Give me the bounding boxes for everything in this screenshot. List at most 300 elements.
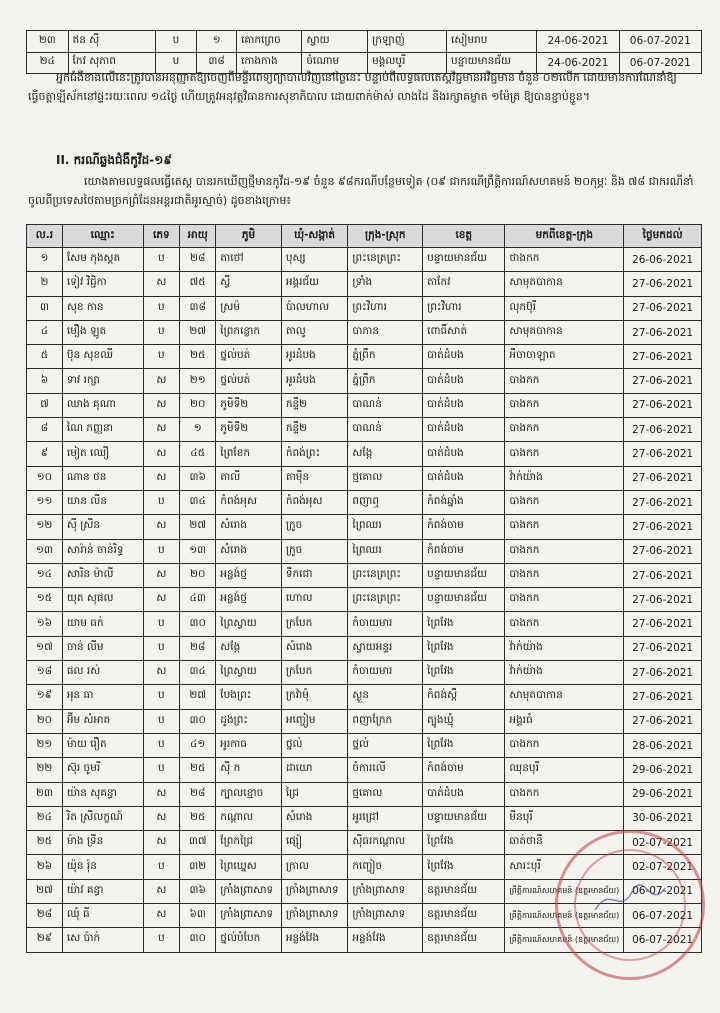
cell-district: ព្រះនេត្រព្រះ	[348, 248, 423, 272]
cell-district: ចំការលើ	[348, 758, 423, 782]
cell-date: 27-06-2021	[624, 588, 702, 612]
cell-province: កំពង់ឆ្នាំង	[423, 490, 505, 514]
cell-village: ព្រៃស្វាយ	[216, 612, 282, 636]
cell-name: ប៊ុន សុខឈី	[62, 345, 143, 369]
cell-village: សង្កែ	[216, 636, 282, 660]
table-row	[27, 442, 702, 466]
cell-village: ក្បាលខ្មោច	[216, 782, 282, 806]
cell-district: ថ្នល់	[348, 733, 423, 757]
table-row	[27, 515, 702, 539]
cell-age: ២១	[180, 369, 216, 393]
cell-sex: ស	[143, 831, 180, 855]
cell-district: បាណន់	[348, 393, 423, 417]
cell-sex: ស	[143, 588, 180, 612]
cell-commune: កំពង់ព្រះ	[281, 442, 348, 466]
cell-no: ១២	[27, 515, 63, 539]
cell-no: ១	[27, 248, 63, 272]
cell-province: តាកែវ	[423, 272, 505, 296]
cell-age: ៣៦	[180, 466, 216, 490]
cell-district: ថ្មគោល	[348, 466, 423, 490]
cell-age: ៤១	[180, 733, 216, 757]
cell-name: ស៊ី ស្រីន	[62, 515, 143, 539]
cell-district: ព្រៃឈរ	[348, 515, 423, 539]
cell-district: សង្កែ	[348, 442, 423, 466]
cell-village: តាថៅ	[216, 248, 282, 272]
cell-date: 28-06-2021	[624, 733, 702, 757]
cell-from: ព្រឹត្តិការណ៍សហគមន៍ (ឧត្តរមានជ័យ)	[505, 928, 624, 952]
cell-village: ភូមិទី២	[216, 418, 282, 442]
cell-age: ៤៣	[180, 588, 216, 612]
cell-age: ៦៣	[180, 904, 216, 928]
cell-district: ក្រាំងព្រាសាទ	[348, 879, 423, 903]
cell-village: ថ្នល់បត់	[216, 345, 282, 369]
cell-commune: តាលូ	[281, 320, 348, 344]
cell-from: ឆាត់ថានី	[505, 831, 624, 855]
cell-commune: ក្រាល	[281, 855, 348, 879]
table-row	[27, 661, 702, 685]
cell-sex: ប	[143, 928, 180, 952]
cell-age: ២៥	[180, 345, 216, 369]
cell-village: កោងកាង	[237, 52, 302, 74]
cell-name: សារ៉ាន់ ចាន់រិទ្ធ	[62, 539, 143, 563]
col-age: អាយុ	[180, 225, 216, 248]
col-from: មកពីខេត្ត-ក្រុង	[505, 225, 624, 248]
cell-sex: ប	[143, 636, 180, 660]
cell-date: 27-06-2021	[624, 296, 702, 320]
cell-province: បន្ទាយមានជ័យ	[423, 248, 505, 272]
cell-sex: ស	[143, 879, 180, 903]
cell-district: ថ្មគោល	[348, 782, 423, 806]
table-row	[27, 733, 702, 757]
cell-date: 27-06-2021	[624, 345, 702, 369]
cell-age: ៣៨	[197, 52, 237, 74]
cell-district: កំចាយមារ	[348, 661, 423, 685]
cell-district: មង្គលបូរី	[368, 52, 447, 74]
cell-age: ៣០	[180, 612, 216, 636]
cell-name: ស៊ុរ ចូមរី	[62, 758, 143, 782]
table-row	[27, 466, 702, 490]
cell-date: 02-07-2021	[624, 855, 702, 879]
cell-sex: ស	[143, 806, 180, 830]
cell-commune: ហោល	[281, 588, 348, 612]
cell-sex: ប	[143, 490, 180, 514]
cell-sex: ស	[143, 369, 180, 393]
cell-no: ២៤	[27, 806, 63, 830]
col-sex: ភេទ	[143, 225, 180, 248]
cell-sex: ប	[143, 685, 180, 709]
col-no: ល.រ	[27, 225, 63, 248]
table-row	[27, 345, 702, 369]
cell-from: ព្រឹត្តិការណ៍សហគមន៍ (ឧត្តរមានជ័យ)	[505, 904, 624, 928]
cell-district: កញ្ជៀច	[348, 855, 423, 879]
cell-commune: ក្រូច	[281, 515, 348, 539]
cell-village: ព្រៃខែក	[216, 442, 282, 466]
cell-province: បាត់ដំបង	[423, 442, 505, 466]
cell-no: ១១	[27, 490, 63, 514]
cell-district: ស្ងួន	[348, 685, 423, 709]
cell-date: 27-06-2021	[624, 369, 702, 393]
cell-province: កំពង់ស្ពឺ	[423, 685, 505, 709]
cell-date: 27-06-2021	[624, 661, 702, 685]
cell-name: យាន លីន	[62, 490, 143, 514]
cell-from: បាងកក	[505, 490, 624, 514]
cell-sex: ស	[143, 904, 180, 928]
cell-from: បាងកក	[505, 515, 624, 539]
cell-village: បែងព្រះ	[216, 685, 282, 709]
cell-district: ពញាក្រែក	[348, 709, 423, 733]
cell-no: ២៥	[27, 831, 63, 855]
cell-date: 27-06-2021	[624, 612, 702, 636]
cell-no: ៣	[27, 296, 63, 320]
cell-sex: ប	[143, 709, 180, 733]
cell-province: បាត់ដំបង	[423, 782, 505, 806]
cell-age: ៤៥	[180, 442, 216, 466]
cell-name: ឥន ស៊ី	[68, 31, 155, 53]
cell-village: គោកព្រេច	[237, 31, 302, 53]
cell-province: ត្បូងឃ្មុំ	[423, 709, 505, 733]
cell-no: ៦	[27, 369, 63, 393]
cell-commune: សំរោង	[281, 636, 348, 660]
cell-province: បាត់ដំបង	[423, 345, 505, 369]
cell-from: អឺចាចាឡាត	[505, 345, 624, 369]
cell-age: ២៥	[180, 758, 216, 782]
cell-village: ព្រៃឃ្នេស	[216, 855, 282, 879]
table-row	[27, 782, 702, 806]
cell-province: កំពង់ចាម	[423, 539, 505, 563]
cell-date2: 06-07-2021	[619, 31, 701, 53]
col-commune: ឃុំ-សង្កាត់	[281, 225, 348, 248]
cell-no: ៧	[27, 393, 63, 417]
cell-commune: អញ្ចៀម	[281, 709, 348, 733]
cell-sex: ស	[143, 442, 180, 466]
cell-age: ៣៤	[180, 661, 216, 685]
cell-no: ៩	[27, 442, 63, 466]
cell-from: បាងកក	[505, 733, 624, 757]
cell-commune: ក្រាំងព្រាសាទ	[281, 879, 348, 903]
cell-name: សែម កុងស្គត	[62, 248, 143, 272]
cell-village: តាលី	[216, 466, 282, 490]
cell-from: បាងកក	[505, 369, 624, 393]
table-row	[27, 563, 702, 587]
cell-age: ៣០	[180, 709, 216, 733]
cell-date: 27-06-2021	[624, 490, 702, 514]
cell-commune: បុស្ស	[281, 248, 348, 272]
cell-village: កំពង់អុស	[216, 490, 282, 514]
cell-sex: ប	[143, 248, 180, 272]
cell-age: ៣៧	[180, 831, 216, 855]
cell-from: ថាងកក	[505, 248, 624, 272]
cell-no: ២៣	[27, 782, 63, 806]
cell-province: ឧត្តរមានជ័យ	[423, 928, 505, 952]
cell-no: ១៣	[27, 539, 63, 563]
cell-village: ក្រាំងព្រាសាទ	[216, 879, 282, 903]
cell-from: បាងកក	[505, 539, 624, 563]
cell-village: ថ្នល់បំបែក	[216, 928, 282, 952]
cell-province: ព្រៃវែង	[423, 636, 505, 660]
cell-commune: កំពង់អុស	[281, 490, 348, 514]
cell-date: 26-06-2021	[624, 248, 702, 272]
cell-province: ឧត្តរមានជ័យ	[423, 904, 505, 928]
cell-age: ២០	[180, 393, 216, 417]
table-header-row	[27, 225, 702, 248]
cell-date: 27-06-2021	[624, 466, 702, 490]
cell-date: 02-07-2021	[624, 831, 702, 855]
cell-no: ២៦	[27, 855, 63, 879]
cell-commune: អូរដំបង	[281, 369, 348, 393]
cell-commune: ដាយោ	[281, 758, 348, 782]
cell-age: ១៣	[180, 539, 216, 563]
cell-age: ២៨	[180, 782, 216, 806]
cell-age: ១	[180, 418, 216, 442]
cell-province: បន្ទាយមានជ័យ	[447, 52, 537, 74]
cell-commune: ទឹកជោ	[281, 563, 348, 587]
cell-commune: តាម៉ឺន	[281, 466, 348, 490]
cell-sex: ប	[143, 758, 180, 782]
cell-date: 27-06-2021	[624, 418, 702, 442]
cell-sex: ស	[143, 515, 180, 539]
cell-date: 27-06-2021	[624, 320, 702, 344]
cell-date: 27-06-2021	[624, 272, 702, 296]
cell-village: ព្រៃកន្លោក	[216, 320, 282, 344]
cell-village: ភូមិទី២	[216, 393, 282, 417]
cell-village: សំរោង	[216, 515, 282, 539]
cell-from: សាមុតបាកាន	[505, 685, 624, 709]
cell-no: ១៤	[27, 563, 63, 587]
cell-from: បាងកក	[505, 563, 624, 587]
cell-from: លុកប៊ុរី	[505, 296, 624, 320]
cell-province: បន្ទាយមានជ័យ	[423, 806, 505, 830]
cell-from: សាមុតបាកាន	[505, 320, 624, 344]
cell-district: ព្រៃឈរ	[348, 539, 423, 563]
cell-province: បាត់ដំបង	[423, 466, 505, 490]
table-row	[27, 685, 702, 709]
cell-sex: ប	[143, 345, 180, 369]
cell-sex: ប	[143, 296, 180, 320]
table-row	[27, 490, 702, 514]
cell-commune: ក្រាំងព្រាសាទ	[281, 904, 348, 928]
cell-district: បាកាន	[348, 320, 423, 344]
cell-no: ១០	[27, 466, 63, 490]
cell-date: 27-06-2021	[624, 515, 702, 539]
cell-age: ២៧	[180, 320, 216, 344]
cell-age: ២៨	[180, 636, 216, 660]
cell-name: យុត សុផល	[62, 588, 143, 612]
table-row	[27, 758, 702, 782]
cell-date: 06-07-2021	[624, 904, 702, 928]
cell-province: ព្រៃវែង	[423, 733, 505, 757]
table-row	[27, 588, 702, 612]
table-row	[27, 393, 702, 417]
cell-name: យ៉ាវ គន្ធា	[62, 879, 143, 903]
cell-district: ក្រឡាញ់	[368, 31, 447, 53]
cell-no: ២៧	[27, 879, 63, 903]
cell-sex: ប	[155, 52, 196, 74]
cell-from: អង្គរធំ	[505, 709, 624, 733]
cell-village: ព្រៃស្វាយ	[216, 661, 282, 685]
col-district: ក្រុង-ស្រុក	[348, 225, 423, 248]
cell-province: បាត់ដំបង	[423, 393, 505, 417]
cell-province: បន្ទាយមានជ័យ	[423, 563, 505, 587]
cell-sex: ស	[143, 393, 180, 417]
cell-district: ស៊ីធរកណ្ដាល	[348, 831, 423, 855]
cell-commune: អន្លង់វែង	[281, 928, 348, 952]
cell-date: 27-06-2021	[624, 709, 702, 733]
table-row	[27, 31, 702, 53]
cell-sex: ស	[143, 418, 180, 442]
cell-from: សារះបុរី	[505, 855, 624, 879]
discharge-paragraph: អ្នកជំងឺខាងលើនេះត្រូវបានអនុញ្ញាតឱ្យចេញពីមន្ទីរពេទ្យព្យាបាលវិញនៅថ្ងៃនេះ បន្ទាប់ពីលទ្ធផលតេស្តវិជ្ជមានអវិជ្ជមាន ចំនួន ០២លើក ដោយមានការណែនាំឱ្យធ្វើចត្តាឡីស័កនៅផ្ទះរយៈពេល ១៤ថ្ងៃ ហើយត្រូវអនុវត្តវិធានការសុខាភិបាល ដោយពាក់ម៉ាស់ លាងដៃ និងរក្សាគម្លាត ១ម៉ែត្រ ឱ្យបានខ្ជាប់ខ្ជួន។	[28, 71, 677, 103]
cell-age: ២៧	[180, 515, 216, 539]
table-row	[27, 612, 702, 636]
cell-village: អន្លង់ថ្ម	[216, 588, 282, 612]
cell-date: 27-06-2021	[624, 442, 702, 466]
cell-age: ២៧	[180, 685, 216, 709]
cell-from: មីនបុរី	[505, 806, 624, 830]
cell-province: ព្រះវិហារ	[423, 296, 505, 320]
cell-age: ៣៨	[180, 296, 216, 320]
cell-age: ៣០	[180, 928, 216, 952]
cell-village: ព្រែកជ្រៃ	[216, 831, 282, 855]
cell-name: ម៉ាយ រឿត	[62, 733, 143, 757]
cell-district: ស្វាយអន្ទរ	[348, 636, 423, 660]
cell-sex: ប	[143, 733, 180, 757]
cell-age: ៣៦	[180, 879, 216, 903]
signature	[590, 880, 670, 920]
cell-no: ១៩	[27, 685, 63, 709]
cell-province: បាត់ដំបង	[423, 369, 505, 393]
cell-no: ១៨	[27, 661, 63, 685]
cell-date: 27-06-2021	[624, 636, 702, 660]
cell-district: កំចាយមារ	[348, 612, 423, 636]
cell-date: 27-06-2021	[624, 685, 702, 709]
cell-date: 27-06-2021	[624, 539, 702, 563]
cell-age: ២៥	[180, 806, 216, 830]
cell-commune: ផ្សៀ	[281, 831, 348, 855]
cell-from: វ៉ាក់យ៉ាង	[505, 466, 624, 490]
cell-no: ២៩	[27, 928, 63, 952]
section-heading: II. ករណីឆ្លងជំងឺកូវីដ-១៩	[56, 153, 172, 167]
cell-commune: អង្គរជ័យ	[281, 272, 348, 296]
cell-name: សេ ប៉ាក់	[62, 928, 143, 952]
cell-no: ១៥	[27, 588, 63, 612]
cell-from: បាងកក	[505, 442, 624, 466]
cell-village: សំរោង	[216, 539, 282, 563]
cell-from: សាមុតបាកាន	[505, 272, 624, 296]
table-row	[27, 369, 702, 393]
cell-commune: កន្ទឺ២	[281, 393, 348, 417]
cell-commune: កន្ទឺ២	[281, 418, 348, 442]
cell-from: បាងកក	[505, 418, 624, 442]
cell-from: វ៉ាក់យ៉ាង	[505, 661, 624, 685]
cell-no: ២៨	[27, 904, 63, 928]
cell-name: មៀត ឈឿ	[62, 442, 143, 466]
cell-name: មឿង ឡូត	[62, 320, 143, 344]
cell-age: ៣២	[180, 855, 216, 879]
cell-name: យាម ធក់	[62, 612, 143, 636]
table-row	[27, 418, 702, 442]
cell-district: បាណន់	[348, 418, 423, 442]
cell-name: សារិន ម៉ាលី	[62, 563, 143, 587]
cell-sex: ស	[143, 466, 180, 490]
cell-commune: ជ្រៃ	[281, 782, 348, 806]
cell-district: អន្លង់វែង	[348, 928, 423, 952]
cell-name: ឈាង គុណា	[62, 393, 143, 417]
cell-date1: 24-06-2021	[537, 52, 619, 74]
cell-name: ផល រស់	[62, 661, 143, 685]
cell-province: ព្រៃវែង	[423, 855, 505, 879]
cell-date: 29-06-2021	[624, 758, 702, 782]
cell-name: ណាន ថន	[62, 466, 143, 490]
table-row	[27, 539, 702, 563]
table-row	[27, 806, 702, 830]
cell-village: អន្លង់ថ្ម	[216, 563, 282, 587]
cell-from: ព្រឹត្តិការណ៍សហគមន៍ (ឧត្តរមានជ័យ)	[505, 879, 624, 903]
cell-province: ព្រៃវែង	[423, 831, 505, 855]
cell-village: កណ្ដាល	[216, 806, 282, 830]
new-cases-paragraph: យោងតាមលទ្ធផលធ្វើតេស្ត បានរកឃើញថ្មីមានកូវីដ-១៩ ចំនួន ៩៨ករណីបន្ថែមទៀត (០៩ ជាករណីព្រឹត្តិការណ៍សហគមន៍ ២០កុម្ភៈ និង ៧៨ ជាករណីនាំចូលពីប្រទេសថៃតាមច្រកព្រំដែនអន្តរជាតិអូរស្មាច់) ដូចខាងក្រោម៖	[28, 175, 694, 207]
cell-date: 27-06-2021	[624, 563, 702, 587]
table-row	[27, 709, 702, 733]
cell-name: ឈុំ ធី	[62, 904, 143, 928]
cell-date: 30-06-2021	[624, 806, 702, 830]
cell-commune: ប៉ាលហាល	[281, 296, 348, 320]
cell-age: ២០	[180, 563, 216, 587]
cell-sex: ប	[143, 612, 180, 636]
cell-district: ព្រះនេត្រព្រះ	[348, 563, 423, 587]
cell-no: ២៤	[27, 52, 69, 74]
cell-age: ១	[197, 31, 237, 53]
cell-no: ៥	[27, 345, 63, 369]
cell-village: ក្រាំងព្រាសាទ	[216, 904, 282, 928]
cell-no: ១៦	[27, 612, 63, 636]
cell-no: ១៧	[27, 636, 63, 660]
cell-name: យ៉ុន រ៉ុន	[62, 855, 143, 879]
col-village: ភូមិ	[216, 225, 282, 248]
cell-age: ៧៥	[180, 272, 216, 296]
cell-district: ព្រះនេត្រព្រះ	[348, 588, 423, 612]
cell-village: ស្វី	[216, 272, 282, 296]
cell-date2: 06-07-2021	[619, 52, 701, 74]
cell-province: ឧត្តរមានជ័យ	[423, 879, 505, 903]
table-row	[27, 320, 702, 344]
cell-commune: ក្របែក	[281, 612, 348, 636]
cell-sex: ស	[143, 272, 180, 296]
col-name: ឈ្មោះ	[62, 225, 143, 248]
cell-date: 29-06-2021	[624, 782, 702, 806]
cell-district: ពញាឮ	[348, 490, 423, 514]
cell-no: ២១	[27, 733, 63, 757]
cell-no: ២	[27, 272, 63, 296]
table-row	[27, 272, 702, 296]
cell-name: រិត ស្រីលក្ខណ៍	[62, 806, 143, 830]
cell-province: ពោធិ៍សាត់	[423, 320, 505, 344]
cell-commune: សំរោង	[281, 806, 348, 830]
cell-province: ព្រៃវែង	[423, 661, 505, 685]
cell-district: ក្រាំងព្រាសាទ	[348, 904, 423, 928]
cell-district: អូរជ្រៅ	[348, 806, 423, 830]
cell-sex: ប	[143, 320, 180, 344]
cell-from: បាងកក	[505, 612, 624, 636]
cell-province: កំពង់ចាម	[423, 758, 505, 782]
cell-commune: អូរដំបង	[281, 345, 348, 369]
cell-commune: ស្វាយ	[302, 31, 368, 53]
cell-village: ថ្នល់បត់	[216, 369, 282, 393]
cell-no: ២០	[27, 709, 63, 733]
cell-date: 06-07-2021	[624, 928, 702, 952]
cell-age: ២៨	[180, 248, 216, 272]
cell-name: សុខ កាន	[62, 296, 143, 320]
cell-province: បាត់ដំបង	[423, 418, 505, 442]
